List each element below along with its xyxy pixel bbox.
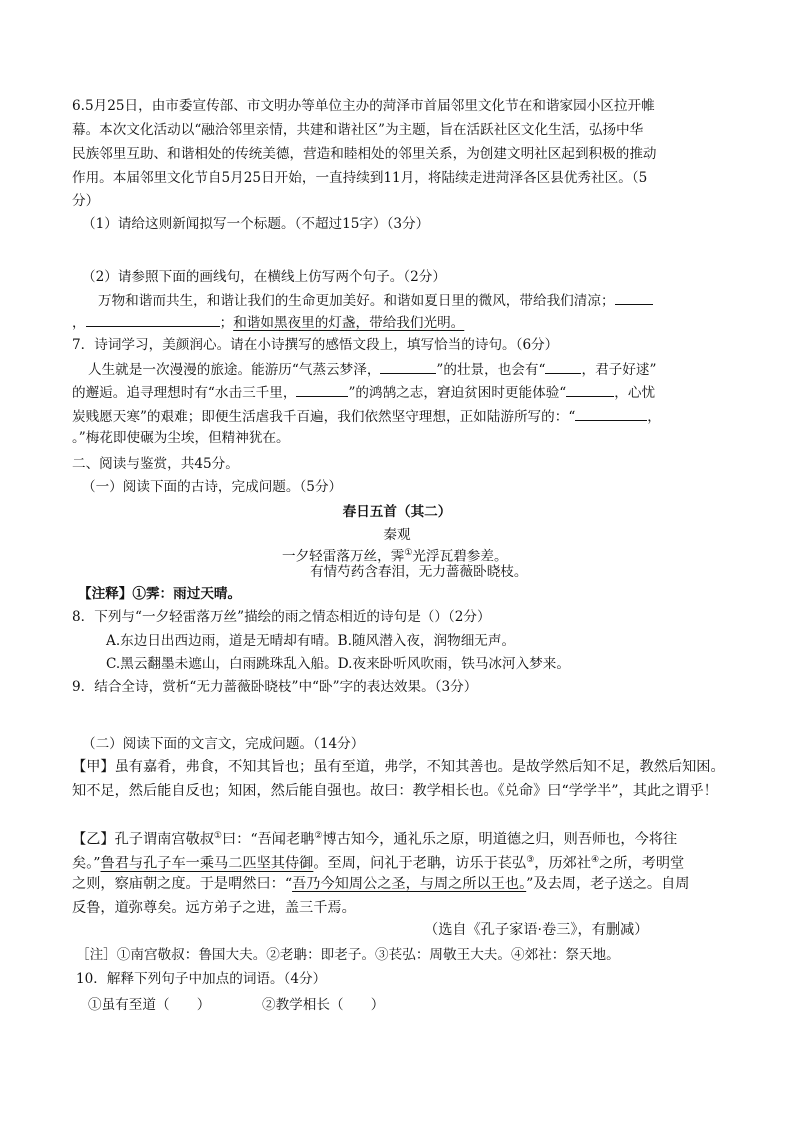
footnote-marker: ① bbox=[404, 548, 413, 558]
footnote-marker: ① bbox=[213, 831, 222, 841]
yi-line-4: 反鲁，道弥尊矣。远方弟子之进，盖三千焉。 bbox=[72, 900, 356, 916]
yi-text: 矣。” bbox=[72, 855, 101, 872]
yi-text: 之则，察庙朝之度。于是喟然曰：“ bbox=[72, 876, 293, 892]
q6-sub2-text bbox=[98, 291, 653, 310]
yi-text: 曰：“吾闻老聃 bbox=[221, 831, 315, 848]
q6-sub2-answer-line bbox=[72, 313, 464, 332]
q7-line-1 bbox=[88, 360, 656, 379]
answer-blank[interactable] bbox=[296, 383, 348, 397]
q7-text: ，心忧 bbox=[614, 385, 656, 401]
q7-text: ”的壮景，也会有“ bbox=[436, 362, 546, 378]
underlined-sentence: 鲁君与孔子车一乘马二匹坚其侍御 bbox=[100, 855, 314, 872]
comma: ， bbox=[72, 315, 86, 331]
footnote-marker: ④ bbox=[591, 855, 600, 865]
jia-line-2: 知不足，然后能自反也；知困，然后能自强也。故曰：教学相长也。《兑命》曰“学学半”，其此之谓乎！ bbox=[72, 783, 718, 799]
poem-text: 光浮瓦碧参差。 bbox=[412, 548, 508, 565]
q6-sub2: （2）请参照下面的画线句，在横线上仿写两个句子。（2分） bbox=[82, 269, 446, 285]
q8-options-ab: A.东边日出西边雨，道是无晴却有晴。B.随风潜入夜，润物细无声。 bbox=[106, 633, 516, 649]
q7-text: ，君子好逑” bbox=[581, 362, 657, 378]
underlined-sentence: 和谐如黑夜里的灯盏，带给我们光明。 bbox=[233, 315, 465, 331]
yi-text: ，历郊社 bbox=[534, 855, 592, 872]
answer-blank[interactable] bbox=[615, 291, 653, 305]
poem-note-text: 【注释】①霁：雨过天晴。 bbox=[78, 586, 242, 602]
underlined-sentence: 吾乃今知周公之圣，与周之所以王也。 bbox=[292, 876, 527, 892]
q6-line-4: 作用。本届邻里文化节自5月25日开始，一直持续到11月，将陆续走进菏泽各区县优秀社区。（5 bbox=[72, 170, 648, 186]
q6-line-2: 幕。本次文化活动以“融洽邻里亲情，共建和谐社区”为主题，旨在活跃社区文化生活，弘扬中华 bbox=[72, 122, 644, 138]
q7-title: 7．诗词学习，美颜润心。请在小诗撰写的感悟文段上，填写恰当的诗句。（6分） bbox=[72, 337, 559, 353]
poem-text: 一夕轻雷落万丝，霁 bbox=[282, 548, 405, 565]
classical-source: （选自《孔子家语·卷三》，有删减） bbox=[424, 922, 649, 938]
footnote-marker: ② bbox=[314, 831, 323, 841]
yi-line-2 bbox=[72, 851, 684, 873]
q7-text: ”的鸿鹄之志，窘迫贫困时更能体验“ bbox=[348, 385, 567, 401]
poem-note bbox=[78, 585, 241, 603]
q8-options-cd: C.黑云翻墨未遮山，白雨跳珠乱入船。D.夜来卧听风吹雨，铁马冰河入梦来。 bbox=[106, 656, 570, 672]
q9-question: 9．结合全诗，赏析“无力蔷薇卧晓枝”中“卧”字的表达效果。（3分） bbox=[72, 679, 478, 695]
q10-item-2: ②教学相长（ ） bbox=[262, 997, 385, 1013]
q10-question: 10．解释下列句子中加点的词语。（4分） bbox=[76, 971, 327, 987]
yi-line-1 bbox=[72, 827, 677, 849]
answer-blank[interactable] bbox=[380, 360, 436, 374]
footnote-marker: ③ bbox=[526, 855, 535, 865]
q7-line-4: 。”梅花即使碾为尘埃，但精神犹在。 bbox=[72, 430, 290, 446]
q6-line-5: 分） bbox=[72, 193, 100, 209]
poem-line-2: 有情芍药含春泪，无力蔷薇卧晓枝。 bbox=[310, 564, 528, 580]
q6-line-1: 6.5月25日，由市委宣传部、市文明办等单位主办的菏泽市首届邻里文化节在和谐家园小区拉开帷 bbox=[72, 98, 655, 114]
q7-text: 炭贱愿天寒”的艰难；即便生活虐我千百遍，我们依然坚守理想，正如陆游所写的：“ bbox=[72, 409, 576, 425]
poem-intro: （一）阅读下面的古诗，完成问题。（5分） bbox=[82, 479, 343, 495]
poem-author: 秦观 bbox=[383, 527, 411, 543]
poem-title: 春日五首（其二） bbox=[342, 504, 452, 520]
classical-intro: （二）阅读下面的文言文，完成问题。（14分） bbox=[82, 736, 365, 752]
semicolon: ； bbox=[219, 315, 234, 331]
q10-item-1: ①虽有至道（ ） bbox=[88, 997, 211, 1013]
jia-line-1: 【甲】虽有嘉肴，弗食，不知其旨也；虽有至道，弗学，不知其善也。是故学然后知不足，教然后知困。 bbox=[72, 759, 725, 775]
q7-line-3 bbox=[72, 407, 661, 426]
yi-text: ”及去周，老子送之。自周 bbox=[526, 876, 690, 892]
yi-line-3 bbox=[72, 875, 690, 893]
q6-sub2-model: 万物和谐而共生，和谐让我们的生命更加美好。和谐如夏日里的微风，带给我们清凉； bbox=[98, 293, 615, 309]
yi-text: 【乙】孔子谓南宫敬叔 bbox=[72, 831, 214, 848]
yi-text: 博古知今，通礼乐之原，明道德之归，则吾师也，今将往 bbox=[322, 831, 678, 848]
section-2-heading: 二、阅读与鉴赏，共45分。 bbox=[72, 456, 239, 472]
classical-notes: ［注］①南宫敬叔：鲁国大夫。②老聃：即老子。③苌弘：周敬王大夫。④郊社：祭天地。 bbox=[76, 947, 620, 963]
yi-text: 之所，考明堂 bbox=[599, 855, 685, 872]
q7-text: 的邂逅。追寻理想时有“水击三千里， bbox=[72, 385, 297, 401]
q7-text: ， bbox=[647, 409, 661, 425]
answer-blank[interactable] bbox=[575, 407, 647, 421]
answer-blank[interactable] bbox=[86, 313, 220, 327]
answer-blank[interactable] bbox=[566, 383, 614, 397]
q7-text: 人生就是一次漫漫的旅途。能游历“气蒸云梦泽， bbox=[88, 362, 381, 378]
q7-line-2 bbox=[72, 383, 655, 402]
q6-line-3: 民族邻里互助、和谐相处的传统美德，营造和睦相处的邻里关系，为创建文明社区起到积极的推动 bbox=[72, 146, 657, 162]
answer-blank[interactable] bbox=[545, 360, 581, 374]
q8-question: 8．下列与“一夕轻雷落万丝”描绘的雨之情态相近的诗句是（）（2分） bbox=[72, 609, 491, 625]
q6-sub1: （1）请给这则新闻拟写一个标题。（不超过15字）（3分） bbox=[82, 216, 430, 232]
yi-text: 。至周，问礼于老聃，访乐于苌弘 bbox=[313, 855, 527, 872]
